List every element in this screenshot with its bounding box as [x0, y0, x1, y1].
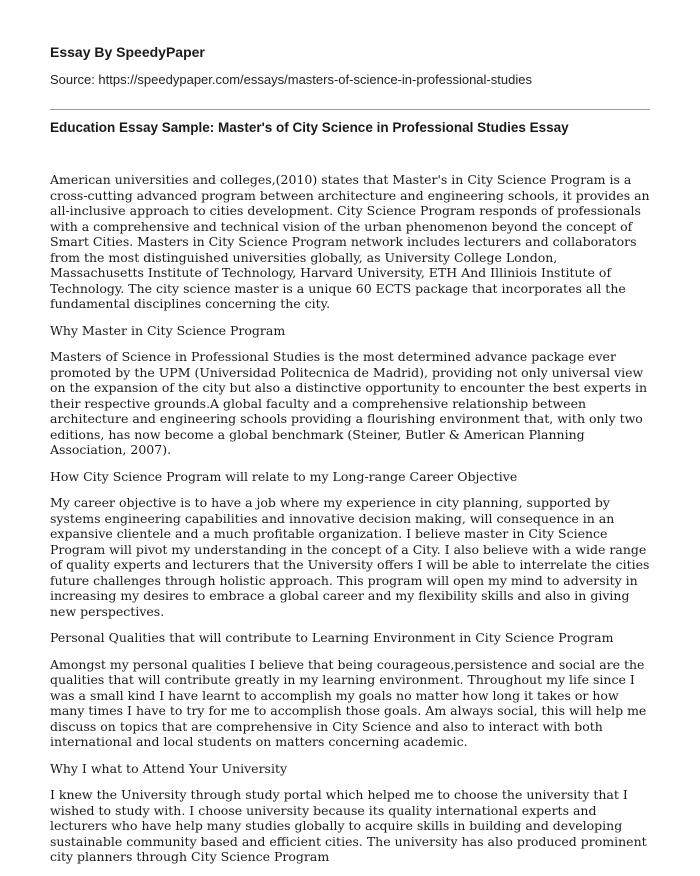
paragraph-career: My career objective is to have a job where my experience in city planning, supported by systems engineering capabilities and innovative decision making, will consequence in an expansive clientele and a much profitable organization. I believe master in City Science Program will pivot my understanding in the concept of a City. I also believe with a wide range of quality experts and lecturers that the University offers I will be able to interrelate the cities future challenges through holistic approach. This program will open my mind to adversity in increasing my desires to embrace a global career and my flexibility skills and also in giving new perspectives. [50, 495, 650, 619]
source-line[interactable]: Source: https://speedypaper.com/essays/masters-of-science-in-professional-studies [50, 72, 532, 87]
paragraph-qualities: Amongst my personal qualities I believe that being courageous,persistence and social are the qualities that will contribute greatly in my learning environment. Throughout my life since I was a small kind I have learnt to accomplish my goals no matter how long it takes or how many times I have to try for me to accomplish those goals. Am always social, this will help me discuss on topics that are comprehensive in City Science and also to interact with both international and local students on matters concerning academic. [50, 656, 647, 749]
header-divider [50, 109, 650, 110]
essay-title: Education Essay Sample: Master's of City Science in Professional Studies Essay [50, 120, 569, 135]
paragraph-why-master: Masters of Science in Professional Studies is the most determined advance package ever promoted by the UPM (Universidad Politecnica de Madrid), providing not only universal view on the expansion of the city but also a distinctive opportunity to encounter the best experts in their respective grounds.A global faculty and a comprehensive relationship between architecture and engineering schools providing a flourishing environment that, with only two editions, has now become a global benchmark (Steiner, Butler & American Planning Association, 2007). [50, 349, 648, 457]
paragraph-intro: American universities and colleges,(2010) states that Master's in City Science Program is a cross-cutting advanced program between architecture and engineering schools, it provides an all-inclusive approach to cities development. City Science Program responds of professionals with a comprehensive and technical vision of the urban phenomenon beyond the concept of Smart Cities. Masters in City Science Program network includes lecturers and collaborators from the most distinguished universities globally, as University College London, Massachusetts Institute of Technology, Harvard University, ETH And Illiniois Institute of Technology. The city science master is a unique 60 ECTS package that incorporates all the fundamental disciplines concerning the city. [50, 172, 650, 311]
paragraph-university: I knew the University through study portal which helped me to choose the university that I wished to study with. I choose university because its quality international experts and lecturers who have help many studies globally to acquire skills in building and developing sustainable community based and efficient cities. The university has also produced prominent city planners through City Science Program [50, 787, 647, 864]
section-heading-why-master: Why Master in City Science Program [50, 322, 286, 338]
section-heading-qualities: Personal Qualities that will contribute to Learning Environment in City Science Program [50, 630, 614, 645]
section-heading-career: How City Science Program will relate to my Long-range Career Objective [50, 468, 518, 484]
essay-body [50, 172, 650, 876]
brand-title: Essay By SpeedyPaper [50, 44, 205, 60]
section-heading-university: Why I what to Attend Your University [50, 760, 288, 776]
